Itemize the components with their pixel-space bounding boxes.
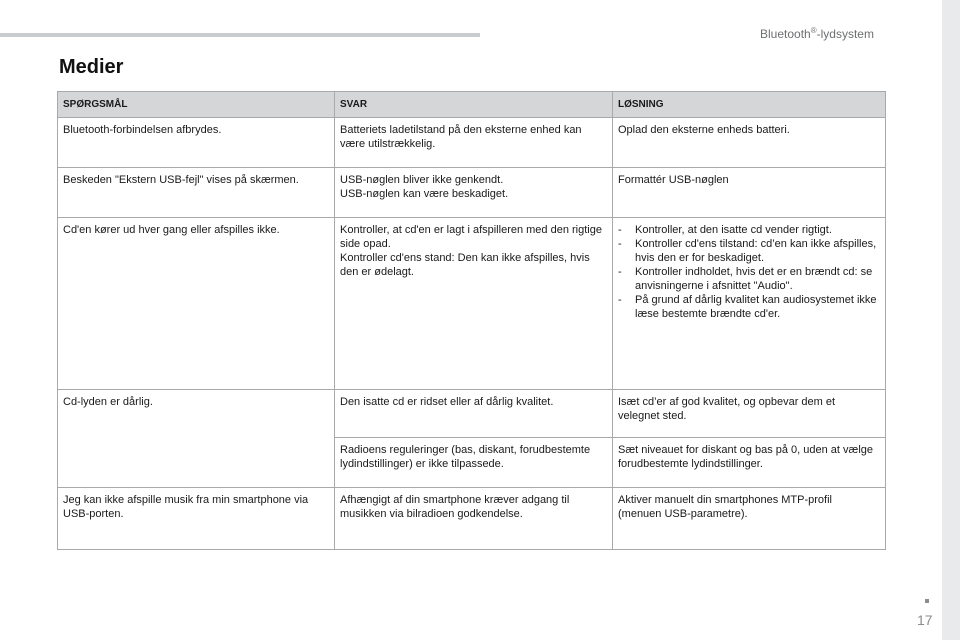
page-marker <box>925 599 929 603</box>
header-prefix: Bluetooth <box>760 27 811 41</box>
answer-line: USB-nøglen kan være beskadiget. <box>340 188 509 200</box>
page-edge-band <box>942 0 960 640</box>
answer-cell: Afhængigt af din smartphone kræver adgang til musikken via bilradioen godkendelse. <box>335 488 613 550</box>
answer-cell: Batteriets ladetilstand på den eksterne enhed kan være utilstrækkelig. <box>335 118 613 168</box>
question-cell: Cd-lyden er dårlig. <box>58 390 335 488</box>
table-row <box>58 168 886 218</box>
question-cell: Bluetooth-forbindelsen afbrydes. <box>58 118 335 168</box>
question-cell: Jeg kan ikke afspille musik fra min smartphone via USB-porten. <box>58 488 335 550</box>
table-row <box>58 118 886 168</box>
solution-cell <box>613 218 886 390</box>
section-header <box>760 26 874 41</box>
list-item: - Kontroller cd'ens tilstand: cd’en kan ikke afspilles, hvis den er for beskadiget. <box>618 237 878 265</box>
answer-line: Kontroller cd'ens stand: Den kan ikke afspilles, hvis den er ødelagt. <box>340 252 590 278</box>
question-cell: Beskeden "Ekstern USB-fejl" vises på skærmen. <box>58 168 335 218</box>
solution-cell: Aktiver manuelt din smartphones MTP-profil (menuen USB-parametre). <box>613 488 886 550</box>
table-header-row <box>58 92 886 118</box>
list-item: - Kontroller indholdet, hvis det er en brændt cd: se anvisningerne i afsnittet "Audio". <box>618 265 878 293</box>
list-item: - Kontroller, at den isatte cd vender rigtigt. <box>618 223 878 237</box>
question-cell: Cd'en kører ud hver gang eller afspilles ikke. <box>58 218 335 390</box>
solution-cell: Formattér USB-nøglen <box>613 168 886 218</box>
answer-cell: Den isatte cd er ridset eller af dårlig kvalitet. <box>335 390 613 438</box>
answer-line: USB-nøglen bliver ikke genkendt. <box>340 174 504 186</box>
header-solution: LØSNING <box>613 92 886 118</box>
table-row <box>58 218 886 390</box>
header-rule <box>0 33 480 37</box>
solution-cell: Isæt cd’er af god kvalitet, og opbevar dem et velegnet sted. <box>613 390 886 438</box>
header-answer: SVAR <box>335 92 613 118</box>
list-item: - På grund af dårlig kvalitet kan audiosystemet ikke læse bestemte brændte cd'er. <box>618 293 878 321</box>
header-suffix: -lydsystem <box>816 27 874 41</box>
page-number: 17 <box>917 612 933 628</box>
troubleshooting-table <box>57 91 886 550</box>
page-title: Medier <box>59 56 124 78</box>
solution-list <box>618 223 878 321</box>
header-registered-mark: ® <box>810 26 817 35</box>
solution-cell: Sæt niveauet for diskant og bas på 0, uden at vælge forudbestemte lydindstillinger. <box>613 438 886 488</box>
solution-cell: Oplad den eksterne enheds batteri. <box>613 118 886 168</box>
answer-line: Kontroller, at cd'en er lagt i afspilleren med den rigtige side opad. <box>340 224 602 250</box>
header-question: SPØRGSMÅL <box>58 92 335 118</box>
table-row <box>58 488 886 550</box>
answer-cell <box>335 168 613 218</box>
answer-cell: Radioens reguleringer (bas, diskant, forudbestemte lydindstillinger) er ikke tilpassede. <box>335 438 613 488</box>
table-row <box>58 390 886 438</box>
answer-cell <box>335 218 613 390</box>
